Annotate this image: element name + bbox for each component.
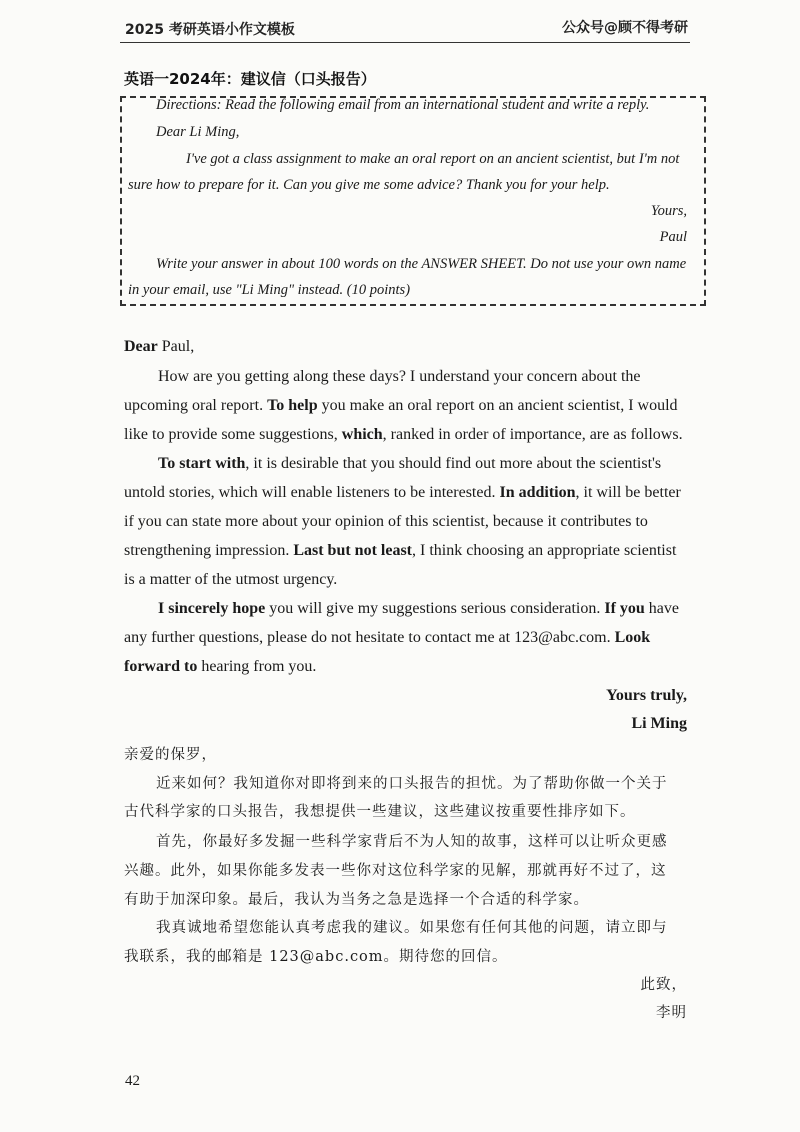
letter-line: How are you getting along these days? I understand your concern about the [158,368,641,385]
header-divider [120,42,690,43]
letter-line: I sincerely hope you will give my suggestions serious consideration. If you have [158,600,679,617]
letter-line: like to provide some suggestions, which, ranked in order of importance, are as follows. [124,426,683,443]
translation-line: 有助于加深印象。最后，我认为当务之急是选择一个合适的科学家。 [124,892,589,908]
translation-closing: 此致， [640,977,687,993]
translation-line: 我真诚地希望您能认真考虑我的建议。如果您有任何其他的问题，请立即与 [156,920,668,936]
letter-line: strengthening impression. Last but not least, I think choosing an appropriate scientist [124,542,677,559]
letter-closing: Yours truly, [606,687,687,704]
letter-greeting: Dear Paul, [124,338,195,355]
letter-line: upcoming oral report. To help you make an oral report on an ancient scientist, I would [124,397,678,414]
prompt-instructions: Write your answer in about 100 words on the ANSWER SHEET. Do not use your own name [156,256,687,272]
header-title: 2025 考研英语小作文模板 [125,22,295,38]
translation-line: 兴趣。此外，如果你能多发表一些你对这位科学家的见解，那就再好不过了，这 [124,863,667,879]
translation-line: 我联系，我的邮箱是 123@abc.com。期待您的回信。 [124,949,508,965]
letter-line: is a matter of the utmost urgency. [124,571,338,588]
prompt-closing: Yours, [650,203,687,219]
page-number: 42 [125,1073,140,1089]
translation-line: 首先，你最好多发掘一些科学家背后不为人知的故事，这样可以让听众更感 [156,834,668,850]
letter-line: forward to hearing from you. [124,658,317,675]
prompt-directions: Directions: Read the following email from an international student and write a reply. [156,97,650,113]
translation-greeting: 亲爱的保罗， [124,747,217,763]
translation-line: 近来如何？我知道你对即将到来的口头报告的担忧。为了帮助你做一个关于 [156,776,668,792]
translation-line: 古代科学家的口头报告，我想提供一些建议，这些建议按重要性排序如下。 [124,804,636,820]
section-title: 英语一2024年：建议信（口头报告） [124,70,376,88]
prompt-name: Paul [659,229,687,245]
translation-signature: 李明 [656,1005,687,1021]
header-account: 公众号@顾不得考研 [562,20,688,36]
prompt-body-line: sure how to prepare for it. Can you give me some advice? Thank you for your help. [128,177,610,193]
prompt-instructions: in your email, use "Li Ming" instead. (10 points) [128,282,411,298]
letter-signature: Li Ming [631,715,687,732]
prompt-body-line: I've got a class assignment to make an oral report on an ancient scientist, but I'm not [186,151,680,167]
letter-line: To start with, it is desirable that you should find out more about the scientist's [158,455,662,472]
letter-line: if you can state more about your opinion of this scientist, because it contributes to [124,513,648,530]
letter-line: any further questions, please do not hesitate to contact me at 123@abc.com. Look [124,629,651,646]
letter-line: untold stories, which will enable listeners to be interested. In addition, it will be better [124,484,681,501]
prompt-greeting: Dear Li Ming, [156,124,240,140]
